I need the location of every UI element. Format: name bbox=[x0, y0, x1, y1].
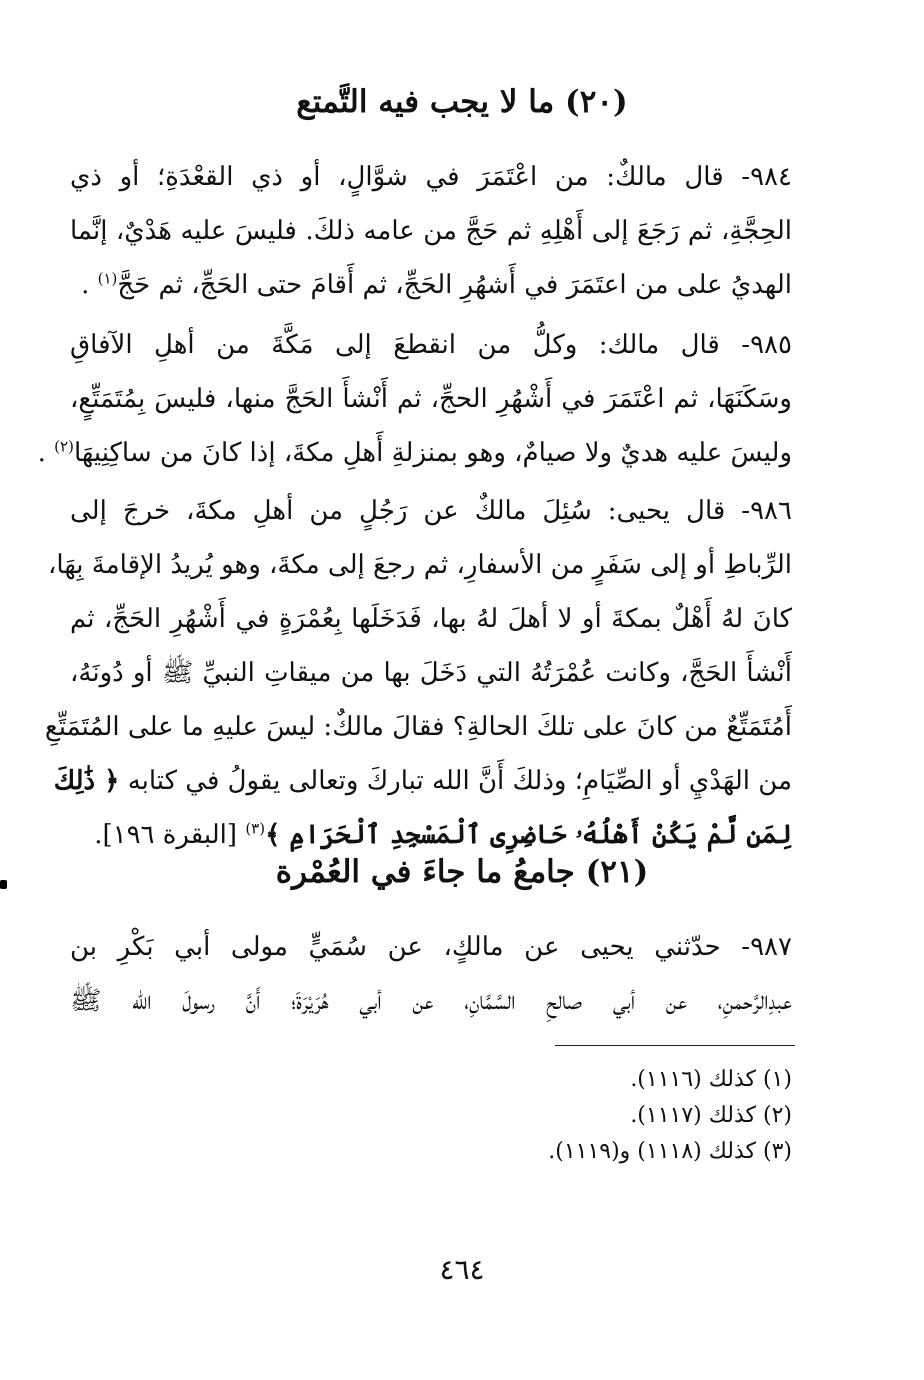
paragraph-986-line-3: كانَ لهُ أَهْلٌ بمكةَ أو لا أهلَ لهُ بها، فَدَخَلَها بِعُمْرَةٍ في أَشْهُرِ الحَجِّ، ثم bbox=[70, 604, 792, 634]
paragraph-986-line-1: ٩٨٦- قال يحيى: سُئِلَ مالكٌ عن رَجُلٍ من أهلِ مكةَ، خرجَ إلى bbox=[70, 496, 792, 526]
paragraph-987-line-1: ٩٨٧- حدّثني يحيى عن مالكٍ، عن سُمَيٍّ مولى أبي بَكْرِ بن bbox=[70, 932, 792, 962]
paragraph-987-line-2: عبدِالرَّحمنِ، عن أبي صالحِ السَّمَّانِ، عن أبي هُرَيْرَةَ؛ أَنَّ رسولَ الله ﷺ bbox=[70, 986, 792, 1016]
paragraph-984-line-3 bbox=[70, 258, 792, 312]
paragraph-984-line-2: الحِجَّةِ، ثم رَجَعَ إلى أَهْلِهِ ثم حَجَّ من عامه ذلكَ. فليسَ عليه هَدْيٌ، إنَّما bbox=[70, 216, 792, 246]
paragraph-986-line-2: الرِّباطِ أو إلى سَفَرٍ من الأسفارِ، ثم رجعَ إلى مكةَ، وهو يُريدُ الإقامةَ بِهَا، bbox=[48, 550, 792, 580]
footnote-1: (١) كذلك (١١١٦). bbox=[630, 1067, 792, 1092]
page-number: ٤٦٤ bbox=[439, 1253, 485, 1286]
footnote-ref-3: (٣) bbox=[245, 819, 266, 838]
scan-edge-mark bbox=[0, 880, 7, 889]
paragraph-986-line-5: أَمُتَمَتِّعٌ من كانَ على تلكَ الحالةِ؟ فقالَ مالكٌ: ليسَ عليهِ ما على المُتَمَتِّعِ bbox=[44, 712, 792, 742]
paragraph-984 bbox=[70, 150, 792, 312]
footnote-3: (٣) كذلك (١١١٨) و(١١١٩). bbox=[548, 1139, 792, 1164]
paragraph-986-line-6 bbox=[53, 754, 792, 808]
paragraph-985 bbox=[37, 318, 792, 480]
paragraph-985-line-1: ٩٨٥- قال مالك: وكلُّ من انقطعَ إلى مَكَّةَ من أهلِ الآفاقِ bbox=[70, 330, 792, 360]
paragraph-985-end: . bbox=[37, 438, 55, 468]
paragraph-985-text: وليسَ عليه هديٌ ولا صيامٌ، وهو بمنزلةِ أَهلِ مكةَ، إذا كانَ من ساكِنِيهَا bbox=[73, 438, 792, 468]
quran-quote: لِمَن لَّمْ يَكُنْ أَهْلُهُۥ حَاضِرِى ٱلْمَسْجِدِ ٱلْحَرَامِ ﴾ bbox=[265, 820, 792, 850]
paragraph-985-line-2: وسَكَنَهَا، ثم اعْتَمَرَ في أَشْهُرِ الحجِّ، ثم أَنْشأَ الحَجَّ منها، فليسَ بِمُتَمَتِّعٍ، bbox=[70, 384, 792, 414]
paragraph-986 bbox=[44, 484, 792, 862]
quran-citation: [البقرة ١٩٦]. bbox=[94, 820, 246, 850]
paragraph-984-text: الهديُ على من اعتَمَرَ في أَشهُرِ الحَجِّ، ثم أَقامَ حتى الحَجِّ، ثم حَجَّ bbox=[117, 270, 792, 300]
paragraph-984-line-1: ٩٨٤- قال مالكٌ: من اعْتَمَرَ في شوَّالٍ، أو ذي القعْدَةِ؛ أو ذي bbox=[70, 162, 792, 192]
footnote-ref-2: (٢) bbox=[54, 437, 74, 456]
footnote-divider bbox=[555, 1045, 795, 1046]
paragraph-985-line-3 bbox=[37, 426, 792, 480]
footnote-2: (٢) كذلك (١١١٧). bbox=[630, 1103, 792, 1128]
section-heading-20: (٢٠) ما لا يجب فيه التَّمتع bbox=[296, 84, 628, 120]
paragraph-987 bbox=[70, 920, 792, 1028]
paragraph-984-end: . bbox=[81, 270, 98, 300]
section-heading-21: (٢١) جامعُ ما جاءَ في العُمْرة bbox=[275, 854, 649, 890]
footnote-ref-1: (١) bbox=[97, 269, 118, 288]
quran-quote-start: ﴿ ذَٰلِكَ bbox=[53, 766, 120, 796]
paragraph-986-text: من الهَدْيِ أو الصِّيَامِ؛ وذلكَ أَنَّ الله تباركَ وتعالى يقولُ في كتابه bbox=[127, 766, 792, 796]
paragraph-986-line-4: أَنْشأَ الحَجَّ، وكانت عُمْرَتُهُ التي دَخَلَ بها من ميقاتِ النبيِّ ﷺ أو دُونَهُ، bbox=[70, 658, 792, 688]
